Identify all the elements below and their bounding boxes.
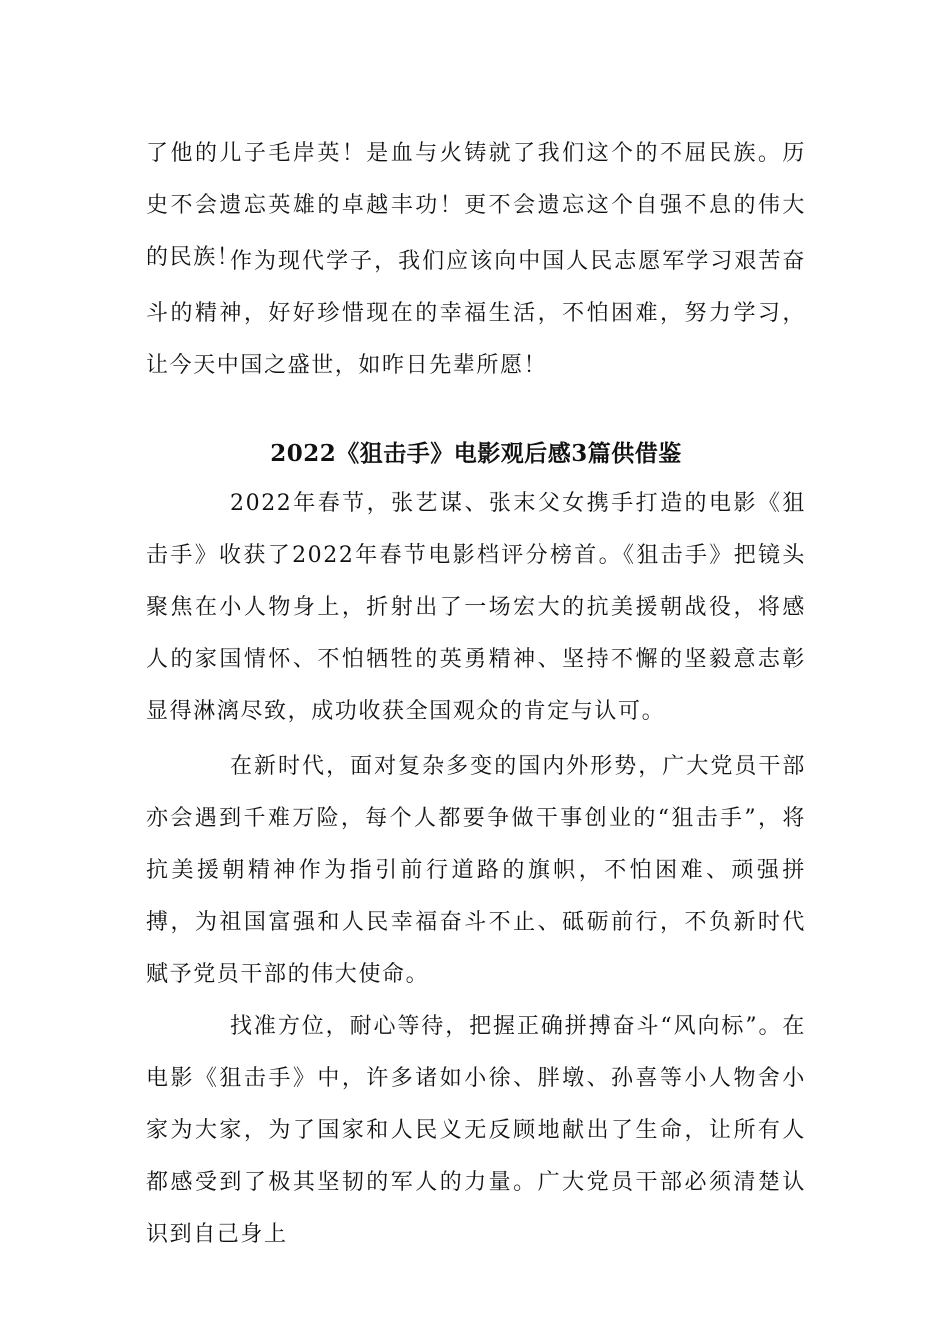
paragraph-new-era: 在新时代，面对复杂多变的国内外形势，广大党员干部亦会遇到千难万险，每个人都要争做干事创业的“狙击手”，将抗美援朝精神作为指引前行道路的旗帜，不怕困难、顽强拼搏，为祖国富强和人民幸福奋斗不止、砥砺前行，不负新时代赋予党员干部的伟大使命。	[146, 754, 806, 987]
section-heading: 2022《狙击手》电影观后感3篇供借鉴	[270, 440, 682, 467]
paragraph-continuation: 了他的儿子毛岸英！是血与火铸就了我们这个的不屈民族。历史不会遗忘英雄的卓越丰功！更不会遗忘这个自强不息的伟大的民族！	[146, 141, 806, 270]
paragraph-student-reflection: 作为现代学子，我们应该向中国人民志愿军学习艰苦奋斗的精神，好好珍惜现在的幸福生活，不怕困难，努力学习，让今天中国之盛世，如昨日先辈所愿！	[146, 249, 806, 378]
paragraph-find-position: 找准方位，耐心等待，把握正确拼搏奋斗“风向标”。在电影《狙击手》中，许多诸如小徐、胖墩、孙喜等小人物舍小家为大家，为了国家和人民义无反顾地献出了生命，让所有人都感受到了极其坚韧的军人的力量。广大党员干部必须清楚认识到自己身上	[146, 1014, 806, 1247]
paragraph-film-intro: 2022年春节，张艺谋、张末父女携手打造的电影《狙击手》收获了2022年春节电影档评分榜首。《狙击手》把镜头聚焦在小人物身上，折射出了一场宏大的抗美援朝战役，将感人的家国情怀、不怕牺牲的英勇精神、坚持不懈的坚毅意志彰显得淋漓尽致，成功收获全国观众的肯定与认可。	[146, 491, 806, 724]
